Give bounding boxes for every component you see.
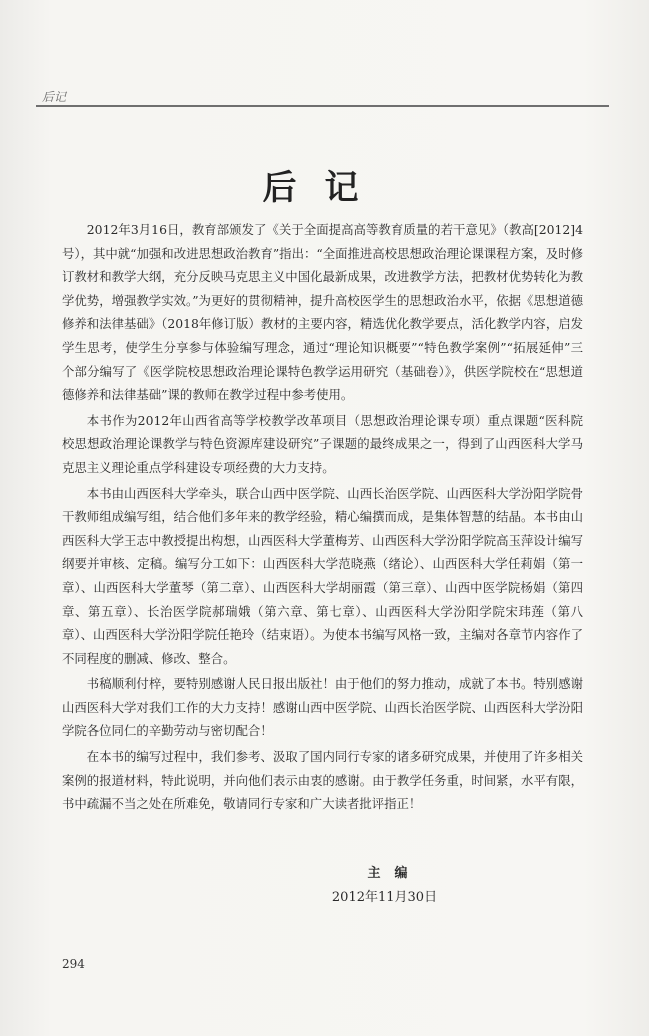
header-rule	[36, 105, 609, 107]
running-header: 后记	[42, 90, 67, 104]
signature-role: 主编	[367, 866, 422, 881]
paragraph: 本书作为2012年山西省高等学校教学改革项目（思想政治理论课专项）重点课题“医科院校思想政治理论课教学与特色资源库建设研究”子课题的最终成果之一，得到了山西医科大学马克思主义理论重点学科建设专项经费的大力支持。	[62, 412, 583, 475]
body-text	[62, 218, 583, 816]
paragraph: 书稿顺利付梓，要特别感谢人民日报出版社！由于他们的努力推动，成就了本书。特别感谢山西医科大学对我们工作的大力支持！感谢山西中医学院、山西长治医学院、山西医科大学汾阳学院各位同仁的辛勤劳动与密切配合！	[62, 676, 583, 739]
page-number: 294	[62, 957, 85, 971]
paragraph: 在本书的编写过程中，我们参考、汲取了国内同行专家的诸多研究成果，并使用了许多相关案例的报道材料，特此说明，并向他们表示由衷的感谢。由于教学任务重，时间紧，水平有限，书中疏漏不当之处在所难免，敬请同行专家和广大读者批评指正！	[62, 749, 583, 812]
page-title: 后记	[262, 168, 387, 208]
signature-block	[0, 862, 649, 910]
signature-date: 2012年11月30日	[331, 890, 438, 905]
paragraph: 本书由山西医科大学牵头，联合山西中医学院、山西长治医学院、山西医科大学汾阳学院骨干教师组成编写组，结合他们多年来的教学经验，精心编撰而成，是集体智慧的结晶。本书由山西医科大学王志中教授提出构想，山西医科大学董梅芳、山西医科大学汾阳学院高玉萍设计编写纲要并审核、定稿。编写分工如下：山西医科大学范晓燕（绪论）、山西医科大学任莉娟（第一章）、山西医科大学董琴（第二章）、山西医科大学胡丽霞（第三章）、山西中医学院杨娟（第四章、第五章）、长治医学院郝瑞娥（第六章、第七章）、山西医科大学汾阳学院宋玮莲（第八章）、山西医科大学汾阳学院任艳玲（结束语）。为使本书编写风格一致，主编对各章节内容作了不同程度的删减、修改、整合。	[62, 485, 583, 666]
paragraph: 2012年3月16日，教育部颁发了《关于全面提高高等教育质量的若干意见》（教高[2012]4号），其中就“加强和改进思想政治教育”指出：“全面推进高校思想政治理论课课程方案，及时修订教材和教学大纲，充分反映马克思主义中国化最新成果，改进教学方法，把教材优势转化为教学优势，增强教学实效。”为更好的贯彻精神，提升高校医学生的思想政治水平，依据《思想道德修养和法律基础》（2018年修订版）教材的主要内容，精选优化教学要点，活化教学内容，启发学生思考，使学生分享参与体验编写理念，通过“理论知识概要”“特色教学案例”“拓展延伸”三个部分编写了《医学院校思想政治理论课特色教学运用研究（基础卷）》，供医学院校在“思想道德修养和法律基础”课的教师在教学过程中参考使用。	[62, 222, 583, 403]
